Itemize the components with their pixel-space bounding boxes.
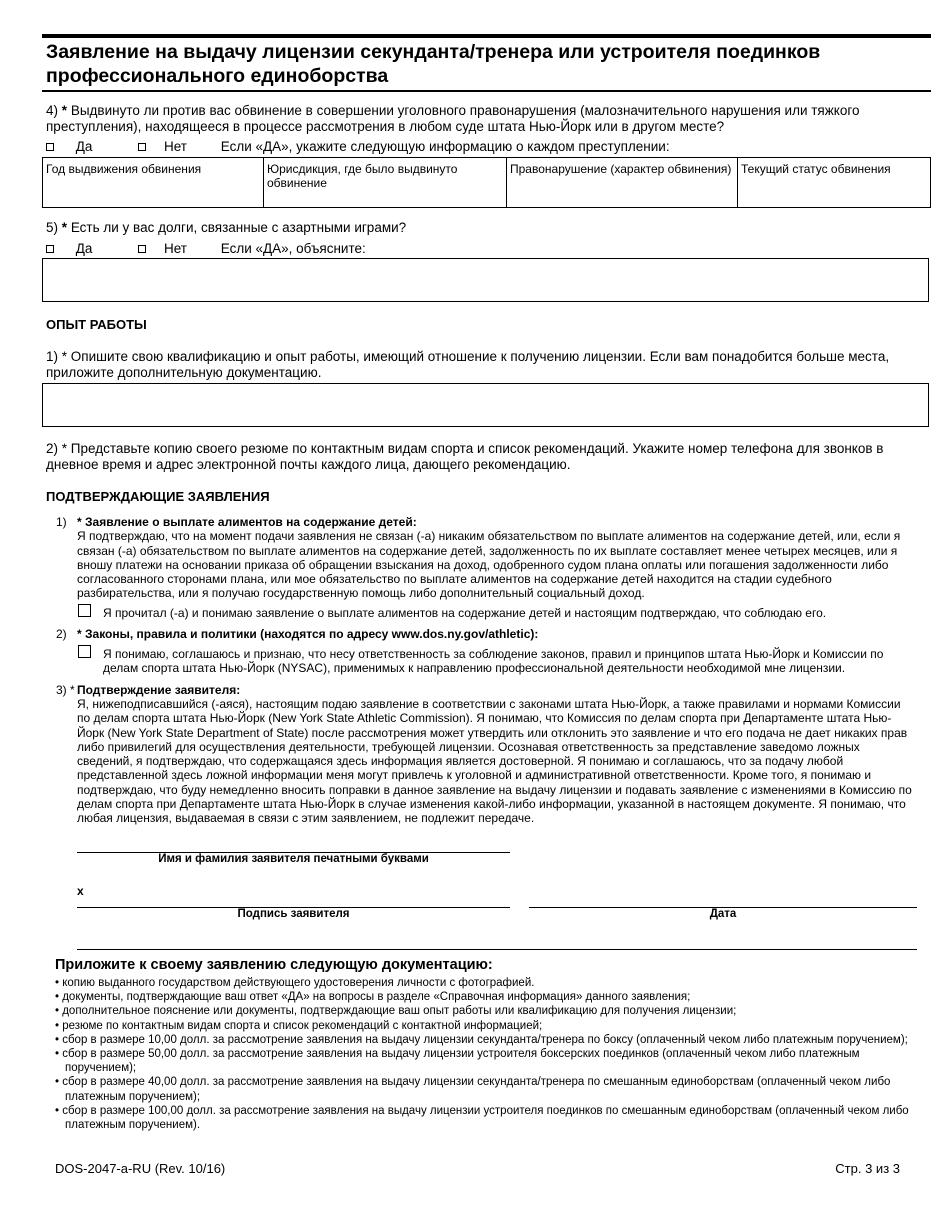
question-4-star: * — [61, 103, 68, 118]
attachments-heading: Приложите к своему заявлению следующую документацию: — [55, 957, 493, 973]
gambling-explanation-field[interactable] — [42, 258, 929, 302]
affirmation-2-number: 2) — [56, 627, 67, 641]
affirmation-2-check-text: Я понимаю, соглашаюсь и признаю, что несу ответственность за соблюдение законов, правил и принципов штата Нью-Йорк и Комиссии по делам спорта штата Нью-Йорк (NYSAC), применимых к направлению профессиональной деятельности необходимой мне лицензии. — [103, 647, 884, 676]
question-5-yes-checkbox[interactable] — [46, 245, 54, 253]
affirmation-2-title: * Законы, правила и политики (находятся по адресу www.dos.ny.gov/athletic): — [77, 627, 539, 641]
question-5-if-yes: Если «ДА», объясните: — [220, 241, 366, 256]
affirmation-1-number: 1) — [56, 515, 67, 529]
question-4-yes-label: Да — [75, 139, 93, 154]
title-rule — [42, 90, 931, 92]
affirmation-1-check-text: Я прочитал (-а) и понимаю заявление о выплате алиментов на содержание детей и настоящим подтверждаю, что соблюдаю его. — [103, 606, 827, 620]
attachments-rule — [77, 949, 917, 950]
affirmation-1-title: * Заявление о выплате алиментов на содержание детей: — [77, 515, 417, 529]
affirmation-3-title: Подтверждение заявителя: — [77, 683, 241, 697]
question-5-star: * — [61, 220, 68, 235]
top-rule — [42, 34, 931, 38]
question-4-text: Выдвинуто ли против вас обвинение в совершении уголовного правонарушения (малозначительного нарушения или тяжкого преступления), находящееся в процессе рассмотрения в любом суде штата Нью-Йорк или в другом месте? — [46, 103, 860, 134]
question-4-no-checkbox[interactable] — [138, 143, 146, 151]
question-5-no-label: Нет — [163, 241, 187, 256]
signature-x-mark: x — [77, 884, 84, 898]
experience-q1-text: Опишите свою квалификацию и опыт работы, имеющий отношение к получению лицензии. Если вам понадобится больше места, приложите дополнительную документацию. — [46, 349, 890, 380]
date-label: Дата — [709, 908, 737, 920]
printed-name-label: Имя и фамилия заявителя печатными буквами — [158, 853, 429, 865]
question-5 — [46, 220, 926, 236]
attachments-list — [55, 976, 915, 1132]
offense-table-col-status[interactable]: Текущий статус обвинения — [741, 162, 891, 176]
attachment-item: • резюме по контактным видам спорта и список рекомендаций с контактной информацией; — [55, 1019, 543, 1032]
question-5-yes-label: Да — [75, 241, 93, 256]
experience-field[interactable] — [42, 383, 929, 427]
question-4-options — [46, 139, 926, 155]
affirmation-2-checkbox[interactable] — [78, 645, 91, 658]
affirmation-3-number: 3) * — [56, 683, 75, 697]
form-id: DOS-2047-a-RU (Rev. 10/16) — [55, 1161, 226, 1176]
page-title: Заявление на выдачу лицензии секунданта/тренера или устроителя поединков профессионального единоборства — [46, 41, 821, 87]
offense-table — [42, 157, 931, 208]
attachment-item: • копию выданного государством действующего удостоверения личности с фотографией. — [55, 977, 535, 989]
attachment-item: • сбор в размере 100,00 долл. за рассмотрение заявления на выдачу лицензии устроителя поединков по смешанным единоборствам (оплаченный чеком либо платежным поручением). — [55, 1104, 909, 1132]
question-4-number: 4) — [46, 103, 59, 118]
affirmation-1-checkbox[interactable] — [78, 604, 91, 617]
experience-heading: ОПЫТ РАБОТЫ — [46, 317, 147, 332]
question-4 — [46, 103, 926, 135]
offense-table-col-year[interactable]: Год выдвижения обвинения — [43, 158, 264, 207]
question-5-options — [46, 241, 926, 257]
experience-q2-text: Представьте копию своего резюме по контактным видам спорта и список рекомендаций. Укажите номер телефона для звонков в дневное время и адрес электронной почты каждого лица, дающего рекомендацию. — [46, 441, 884, 472]
question-4-yes-checkbox[interactable] — [46, 143, 54, 151]
experience-q1 — [46, 349, 926, 381]
attachment-item: • сбор в размере 50,00 долл. за рассмотрение заявления на выдачу лицензии устроителя боксерских поединков (оплаченный чеком либо платежным поручением); — [55, 1048, 860, 1075]
experience-q2-number: 2) * — [46, 441, 68, 456]
affirmations-heading: ПОДТВЕРЖДАЮЩИЕ ЗАЯВЛЕНИЯ — [46, 489, 270, 504]
question-5-text: Есть ли у вас долги, связанные с азартными играми? — [70, 220, 407, 235]
attachment-item: • дополнительное пояснение или документы, подтверждающие ваш опыт работы или квалификацию для получения лицензии; — [55, 1005, 737, 1018]
experience-q2 — [46, 441, 926, 473]
affirmation-1-text: Я подтверждаю, что на момент подачи заявления не связан (-а) никаким обязательством по выплате алиментов на содержание детей, или, если я связан (-а) обязательством по выплате алиментов на содержание детей, задолженность по их выплате составляет менее четырех месяцев, или я вношу платежи на основании приказа об обращении взыскания на доход, одобренного судом плана оплаты или погашения задолженности либо согласованного сторонами плана, или мое обязательство по выплате алиментов на содержание детей находится на стадии судебного разбирательства, или я получаю государственную помощь либо дополнительный социальный доход. — [77, 529, 901, 601]
page-number: Стр. 3 из 3 — [835, 1161, 900, 1176]
offense-table-col-offense[interactable]: Правонарушение (характер обвинения) — [507, 158, 738, 207]
experience-q1-number: 1) * — [46, 349, 68, 364]
attachment-item: • сбор в размере 40,00 долл. за рассмотрение заявления на выдачу лицензии секунданта/тренера по смешанным единоборствам (оплаченный чеком либо платежным поручением); — [55, 1076, 891, 1103]
attachment-item: • сбор в размере 10,00 долл. за рассмотрение заявления на выдачу лицензии секунданта/тренера по боксу (оплаченный чеком либо платежным поручением); — [55, 1033, 908, 1046]
signature-label: Подпись заявителя — [237, 908, 350, 920]
offense-table-col-jurisdiction[interactable]: Юрисдикция, где было выдвинуто обвинение — [264, 158, 507, 207]
question-5-number: 5) — [46, 220, 59, 235]
affirmation-3-text: Я, нижеподписавшийся (-аяся), настоящим подаю заявление в соответствии с законами штата Нью-Йорк, а также правилами и нормами Комиссии по делам спорта штата Нью-Йорк (New York State Athletic Commission). Я понимаю, что Комиссия по делам спорта при Департаменте штата Нью-Йорк (New York State Department of State) после рассмотрения может утвердить или отклонить это заявление и что его подача не дает никаких прав либо привилегий для осуществления деятельности, требующей лицензии. Осознавая ответственность за представление заведомо ложных сведений, я подтверждаю, что содержащаяся здесь информация является достоверной. Я понимаю и соглашаюсь, что за подачу любой представленной здесь ложной информации меня могут привлечь к уголовной и административной ответственности. Кроме того, я понимаю и подтверждаю, что буду немедленно вносить поправки в данное заявление на выдачу лицензии и подавать заявление с изменениями в Комиссию по делам спорта при Департаменте штата Нью-Йорк в случае изменения какой-либо информации, указанной в настоящем документе. Я понимаю, что любая лицензия, выдаваемая в связи с этим заявлением, не подлежит передаче. — [77, 697, 912, 826]
attachment-item: • документы, подтверждающие ваш ответ «ДА» на вопросы в разделе «Справочная информация» данного заявления; — [55, 991, 691, 1004]
question-5-no-checkbox[interactable] — [138, 245, 146, 253]
question-4-no-label: Нет — [163, 139, 187, 154]
affirmation-1 — [77, 515, 912, 601]
question-4-if-yes: Если «ДА», укажите следующую информацию о каждом преступлении: — [220, 139, 670, 154]
